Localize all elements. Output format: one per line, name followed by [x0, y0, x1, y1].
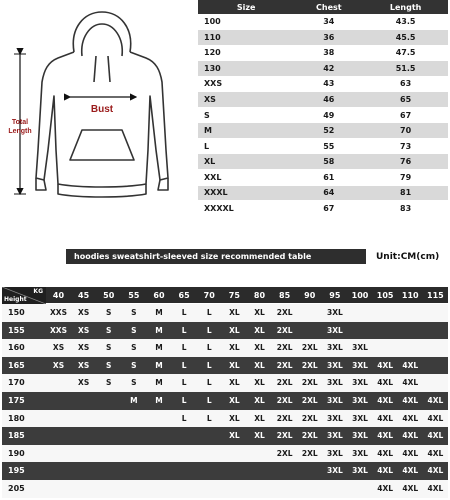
size-recommendation-cell: M: [155, 395, 163, 405]
height-row: [2, 339, 448, 357]
height-cell: 195: [8, 466, 25, 476]
size-recommendation-cell: 2XL: [276, 378, 293, 388]
size-recommendation-cell: L: [181, 395, 187, 405]
size-recommendation-cell: 4XL: [427, 483, 444, 493]
size-recommendation-cell: 4XL: [377, 431, 394, 441]
size-recommendation-cell: M: [155, 325, 163, 335]
size-recommendation-cell: 4XL: [402, 483, 419, 493]
size-cell: XS: [198, 92, 294, 108]
kangaroo-pocket: [70, 130, 134, 160]
size-recommendation-cell: XL: [229, 413, 240, 423]
size-row: [198, 14, 448, 30]
size-recommendation-cell: 2XL: [301, 360, 318, 370]
size-recommendation-cell: 2XL: [301, 448, 318, 458]
chest-cell: 67: [294, 201, 363, 217]
size-recommendation-cell: 4XL: [427, 395, 444, 405]
size-recommendation-cell: L: [206, 343, 212, 353]
size-recommendation-cell: S: [131, 325, 137, 335]
chest-cell: 38: [294, 45, 363, 61]
size-recommendation-cell: 2XL: [301, 431, 318, 441]
size-recommendation-cell: 3XL: [352, 466, 368, 476]
weight-header-cell: 110: [401, 291, 419, 300]
size-row: [198, 154, 448, 170]
chest-cell: 52: [294, 123, 363, 139]
height-row: [2, 410, 448, 428]
size-recommendation-cell: S: [106, 325, 112, 335]
size-cell: L: [198, 138, 294, 154]
height-cell: 190: [8, 448, 25, 458]
size-cell: XXS: [198, 76, 294, 92]
height-cell: 150: [8, 308, 25, 317]
length-cell: 76: [363, 154, 448, 170]
size-cell: 100: [198, 14, 294, 30]
size-recommendation-cell: M: [155, 308, 163, 317]
size-recommendation-cell: 4XL: [402, 466, 419, 476]
size-recommendation-cell: XS: [78, 360, 90, 370]
size-recommendation-cell: 2XL: [276, 395, 293, 405]
size-recommendation-cell: 3XL: [326, 308, 343, 317]
size-recommendation-cell: S: [131, 360, 137, 370]
size-cell: 120: [198, 45, 294, 61]
size-recommendation-cell: XS: [52, 343, 65, 353]
length-cell: 70: [363, 123, 448, 139]
size-recommendation-cell: S: [106, 308, 112, 317]
height-cell: 185: [8, 431, 25, 441]
length-cell: 63: [363, 76, 448, 92]
height-row: [2, 374, 448, 392]
chest-cell: 43: [294, 76, 363, 92]
weight-header-cell: 40: [52, 291, 65, 300]
size-recommendation-cell: L: [181, 343, 187, 353]
size-recommendation-cell: 4XL: [427, 448, 444, 458]
size-row: [198, 30, 448, 46]
chest-header: Chest: [294, 0, 363, 14]
height-row: [2, 445, 448, 463]
size-cell: XXXL: [198, 185, 294, 201]
size-row: [198, 201, 448, 217]
weight-header-cell: 95: [329, 291, 341, 300]
weight-header-cell: 100: [351, 291, 369, 300]
size-recommendation-cell: 3XL: [352, 360, 368, 370]
weight-header-cell: 85: [279, 291, 291, 300]
kg-label: KG: [33, 288, 43, 295]
height-cell: 180: [8, 413, 25, 423]
size-recommendation-cell: S: [131, 308, 137, 317]
weight-header-cell: 90: [304, 291, 316, 300]
chest-cell: 34: [294, 14, 363, 30]
size-recommendation-cell: 4XL: [402, 360, 419, 370]
size-recommendation-cell: L: [206, 308, 212, 317]
size-recommendation-cell: L: [206, 378, 212, 388]
size-recommendation-cell: XL: [254, 325, 265, 335]
size-recommendation-cell: L: [181, 325, 187, 335]
length-header: Length: [363, 0, 448, 14]
chest-cell: 49: [294, 107, 363, 123]
length-cell: 67: [363, 107, 448, 123]
size-recommendation-cell: S: [106, 360, 112, 370]
size-recommendation-cell: XL: [229, 378, 240, 388]
size-recommendation-cell: XL: [254, 360, 265, 370]
length-cell: 51.5: [363, 61, 448, 77]
size-recommendation-cell: 4XL: [427, 431, 444, 441]
size-recommendation-cell: 4XL: [402, 413, 419, 423]
size-row: [198, 61, 448, 77]
chest-cell: 55: [294, 138, 363, 154]
size-recommendation-cell: 2XL: [276, 431, 293, 441]
size-cell: 130: [198, 61, 294, 77]
weight-header-cell: 115: [427, 291, 444, 300]
size-recommendation-cell: 2XL: [276, 448, 293, 458]
size-recommendation-cell: 4XL: [377, 395, 394, 405]
size-recommendation-cell: 4XL: [427, 466, 444, 476]
chest-cell: 61: [294, 169, 363, 185]
height-row: [2, 322, 448, 340]
length-cell: 79: [363, 169, 448, 185]
height-cell: 175: [8, 395, 25, 405]
size-recommendation-cell: 3XL: [326, 360, 343, 370]
size-recommendation-cell: L: [181, 413, 187, 423]
size-cell: XL: [198, 154, 294, 170]
length-cell: 73: [363, 138, 448, 154]
size-recommendation-cell: M: [155, 378, 163, 388]
size-row: [198, 45, 448, 61]
size-recommendation-cell: 3XL: [326, 413, 343, 423]
size-recommendation-cell: 3XL: [352, 413, 368, 423]
size-recommendation-cell: 3XL: [352, 448, 368, 458]
size-recommendation-cell: 4XL: [402, 448, 419, 458]
size-recommendation-cell: XS: [78, 343, 90, 353]
length-cell: 47.5: [363, 45, 448, 61]
size-header: Size: [198, 0, 294, 14]
length-cell: 83: [363, 201, 448, 217]
size-recommendation-cell: 4XL: [402, 431, 419, 441]
size-row: [198, 169, 448, 185]
size-recommendation-cell: 4XL: [377, 413, 394, 423]
size-recommendation-cell: 3XL: [326, 395, 343, 405]
size-recommendation-cell: 3XL: [352, 378, 368, 388]
size-recommendation-cell: XS: [78, 325, 90, 335]
size-cell: XXXXL: [198, 201, 294, 217]
weight-header-row: [2, 287, 448, 304]
size-recommendation-cell: XL: [254, 395, 265, 405]
size-chart-header: [198, 0, 448, 14]
size-row: [198, 107, 448, 123]
size-recommendation-cell: 2XL: [276, 343, 293, 353]
size-recommendation-cell: 3XL: [326, 448, 343, 458]
weight-header-cell: 50: [103, 291, 115, 300]
size-recommendation-cell: XL: [254, 413, 265, 423]
chest-cell: 42: [294, 61, 363, 77]
size-recommendation-cell: L: [206, 325, 212, 335]
size-recommendation-cell: S: [131, 378, 137, 388]
height-row: [2, 480, 448, 498]
chest-cell: 58: [294, 154, 363, 170]
size-recommendation-cell: XL: [254, 378, 265, 388]
size-recommendation-cell: 3XL: [352, 431, 368, 441]
weight-header-cell: 80: [253, 291, 266, 300]
size-recommendation-cell: 4XL: [402, 395, 419, 405]
size-recommendation-cell: XL: [254, 343, 265, 353]
recommendation-banner: hoodies sweatshirt-sleeved size recommended table: [66, 249, 366, 264]
size-recommendation-cell: 4XL: [402, 378, 419, 388]
size-recommendation-cell: XL: [254, 431, 265, 441]
size-recommendation-cell: XL: [229, 360, 240, 370]
height-cell: 160: [8, 343, 25, 353]
length-cell: 65: [363, 92, 448, 108]
hoodie-body: [36, 52, 168, 187]
weight-header-cell: 60: [153, 291, 165, 300]
size-recommendation-cell: XS: [78, 308, 90, 317]
height-cell: 205: [8, 483, 25, 493]
size-row: [198, 123, 448, 139]
size-recommendation-cell: 2XL: [276, 413, 293, 423]
size-recommendation-cell: XXS: [50, 325, 67, 335]
size-chart-table: [198, 0, 448, 217]
total-length-label: [4, 118, 36, 136]
size-recommendation-cell: 3XL: [326, 378, 343, 388]
height-cell: 170: [8, 378, 25, 388]
length-cell: 43.5: [363, 14, 448, 30]
weight-header-cell: 45: [78, 291, 90, 300]
weight-header-cell: 55: [128, 291, 140, 300]
size-recommendation-cell: L: [206, 413, 212, 423]
size-recommendation-cell: XS: [78, 378, 90, 388]
size-recommendation-cell: 4XL: [427, 413, 444, 423]
size-cell: M: [198, 123, 294, 139]
size-recommendation-cell: XL: [229, 308, 240, 317]
size-cell: XXL: [198, 169, 294, 185]
size-recommendation-cell: 4XL: [377, 448, 394, 458]
size-recommendation-cell: 2XL: [276, 325, 293, 335]
size-recommendation-cell: 2XL: [301, 395, 318, 405]
unit-label: Unit:CM(cm): [376, 252, 440, 262]
weight-header-cell: 70: [203, 291, 215, 300]
chest-cell: 36: [294, 30, 363, 46]
chest-cell: 64: [294, 185, 363, 201]
size-recommendation-cell: S: [106, 378, 112, 388]
size-recommendation-cell: XXS: [50, 308, 67, 317]
height-row: [2, 357, 448, 375]
size-recommendation-cell: L: [206, 360, 212, 370]
size-recommendation-cell: M: [130, 395, 138, 405]
size-recommendation-cell: M: [155, 360, 163, 370]
size-row: [198, 185, 448, 201]
height-row: [2, 427, 448, 445]
size-recommendation-cell: 3XL: [326, 466, 343, 476]
size-recommendation-cell: XL: [229, 343, 240, 353]
total-length-label-line2: Length: [8, 128, 32, 135]
length-cell: 81: [363, 185, 448, 201]
size-recommendation-cell: 2XL: [276, 360, 293, 370]
size-recommendation-cell: S: [106, 343, 112, 353]
bust-label: Bust: [90, 104, 114, 115]
size-recommendation-cell: L: [181, 308, 187, 317]
corner-cell: [2, 287, 46, 304]
hood-inner: [82, 24, 123, 56]
size-recommendation-cell: 3XL: [352, 395, 368, 405]
size-recommendation-cell: 4XL: [377, 378, 394, 388]
size-recommendation-cell: L: [181, 360, 187, 370]
height-row: [2, 462, 448, 480]
size-recommendation-cell: 4XL: [377, 483, 394, 493]
size-recommendation-cell: M: [155, 343, 163, 353]
chest-cell: 46: [294, 92, 363, 108]
size-recommendation-cell: XL: [254, 308, 265, 317]
weight-header-cell: 65: [178, 291, 190, 300]
size-recommendation-cell: 2XL: [301, 413, 318, 423]
size-cell: 110: [198, 30, 294, 46]
size-recommendation-cell: 4XL: [377, 466, 394, 476]
size-recommendation-cell: L: [206, 395, 212, 405]
size-recommendation-cell: S: [131, 343, 137, 353]
size-recommendation-cell: XL: [229, 325, 240, 335]
height-row: [2, 392, 448, 410]
size-recommendation-cell: XL: [229, 395, 240, 405]
size-recommendation-cell: 3XL: [326, 325, 343, 335]
height-cell: 165: [8, 360, 25, 370]
size-cell: S: [198, 107, 294, 123]
height-cell: 155: [8, 325, 25, 335]
size-row: [198, 138, 448, 154]
size-recommendation-cell: 3XL: [326, 431, 343, 441]
size-recommendation-cell: XS: [52, 360, 65, 370]
weight-header-cell: 75: [228, 291, 240, 300]
size-recommendation-cell: XL: [229, 431, 240, 441]
size-recommendation-grid: [2, 287, 448, 498]
height-label: Height: [4, 296, 27, 303]
weight-header-cell: 105: [376, 291, 394, 300]
height-row: [2, 304, 448, 322]
size-row: [198, 76, 448, 92]
size-recommendation-cell: 2XL: [276, 308, 293, 317]
size-recommendation-cell: 3XL: [326, 343, 343, 353]
size-row: [198, 92, 448, 108]
size-recommendation-cell: 4XL: [377, 360, 394, 370]
size-recommendation-cell: 3XL: [352, 343, 368, 353]
size-recommendation-cell: 2XL: [301, 378, 318, 388]
total-length-label-line1: Total: [11, 119, 29, 126]
size-recommendation-cell: L: [181, 378, 187, 388]
length-cell: 45.5: [363, 30, 448, 46]
size-recommendation-cell: 2XL: [301, 343, 318, 353]
